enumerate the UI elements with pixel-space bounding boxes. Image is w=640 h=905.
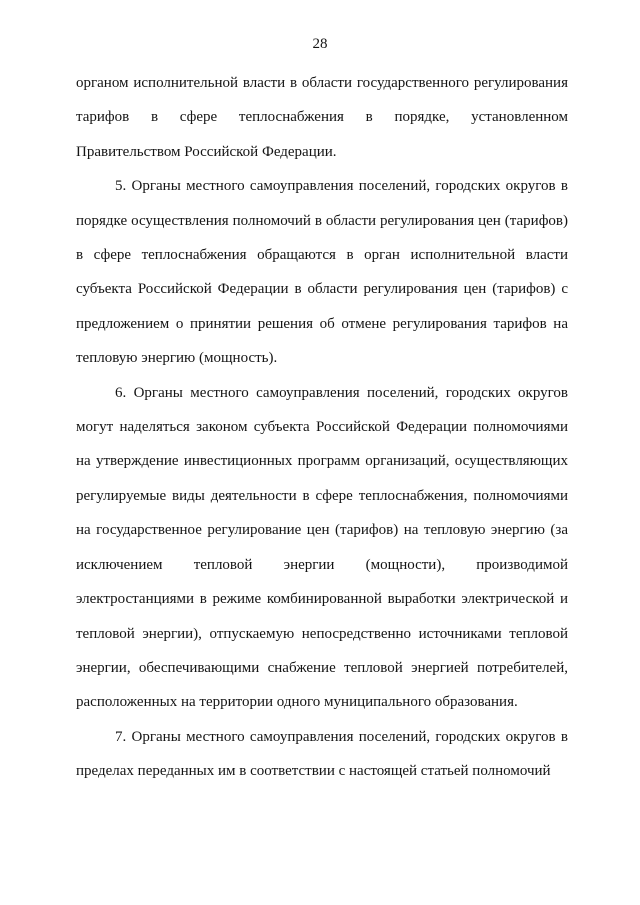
document-body xyxy=(76,66,568,789)
paragraph-item-6: 6. Органы местного самоуправления поселений, городских округов могут наделяться законом субъекта Российской Федерации полномочиями на утверждение инвестиционных программ организаций, осуществляющих регулируемые виды деятельности в сфере теплоснабжения, полномочиями на государственное регулирование цен (тарифов) на тепловую энергию (за исключением тепловой энергии (мощности), производимой электростанциями в режиме комбинированной выработки электрической и тепловой энергии), отпускаемую непосредственно источниками тепловой энергии, обеспечивающими снабжение тепловой энергией потребителей, расположенных на территории одного муниципального образования. xyxy=(76,384,568,711)
paragraph-item-7: 7. Органы местного самоуправления поселений, городских округов в пределах переданных им в соответствии с настоящей статьей полномочий xyxy=(76,728,568,780)
paragraph-continuation: органом исполнительной власти в области государственного регулирования тарифов в сфере теплоснабжения в порядке, установленном Правительством Российской Федерации. xyxy=(76,75,568,160)
paragraph-item-5: 5. Органы местного самоуправления поселений, городских округов в порядке осуществления полномочий в области регулирования цен (тарифов) в сфере теплоснабжения обращаются в орган исполнительной власти субъекта Российской Федерации в области регулирования цен (тарифов) с предложением о принятии решения об отмене регулирования тарифов на тепловую энергию (мощность). xyxy=(76,178,568,367)
page-number: 28 xyxy=(312,36,328,52)
